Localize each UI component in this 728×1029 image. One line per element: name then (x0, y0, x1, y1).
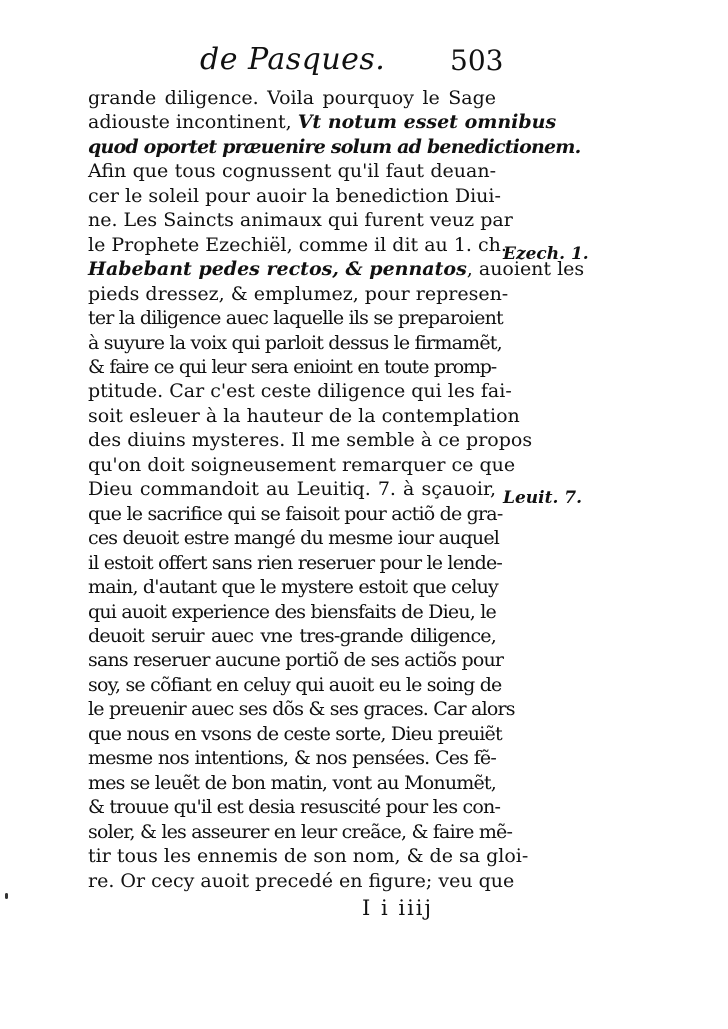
text-line: & trouue qu'il est desia resuscité pour les con- (88, 796, 501, 819)
text-line: des diuins mysteres. Il me semble à ce propos (88, 429, 533, 452)
latin-quote: Vt notum esset omnibus (297, 111, 557, 134)
signature-mark: I i iiij (362, 896, 434, 920)
text-line: le Prophete Ezechiël, comme il dit au 1. ch. (88, 233, 507, 256)
page-number: 503 (450, 44, 504, 77)
text-line: ne. Les Saincts animaux qui furent veuz par (88, 209, 513, 232)
text-line: Dieu commandoit au Leuitiq. 7. à sçauoir, (88, 478, 496, 501)
text-line: main, d'autant que le mystere estoit que celuy (88, 576, 498, 599)
text-line: & faire ce qui leur sera enioint en toute promp- (88, 355, 496, 378)
text-line-end: , auoient les (466, 258, 585, 281)
text-line: grande diligence. Voila pourquoy le Sage (88, 87, 496, 109)
ink-speck (5, 893, 8, 899)
text-line: il estoit offert sans rien reseruer pour le lende- (88, 551, 503, 574)
text-line: deuoit seruir auec vne tres-grande diligence, (88, 624, 496, 647)
text-line: pieds dressez, & emplumez, pour represen- (88, 282, 509, 305)
text-line: mesme nos intentions, & nos pensées. Ces fẽ- (88, 747, 496, 770)
text-line: qui auoit experience des biensfaits de Dieu, le (88, 600, 496, 623)
text-line: à suyure la voix qui parloit dessus le firmamẽt, (88, 331, 502, 354)
text-line: soy, se cõfiant en celuy qui auoit eu le soing de (88, 673, 502, 696)
text-line: ter la diligence auec laquelle ils se preparoient (88, 307, 503, 330)
text-line: le preuenir auec ses dõs & ses graces. Car alors (88, 698, 515, 721)
latin-quote: Habebant pedes rectos, & pennatos (88, 258, 467, 281)
margin-note-ezechiel: Ezech. 1. (503, 244, 589, 264)
text-line: soit esleuer à la hauteur de la contemplation (88, 404, 520, 427)
text-line: mes se leuẽt de bon matin, vont au Monumẽt, (88, 771, 496, 794)
text-line: re. Or cecy auoit precedé en figure; veu que (88, 869, 515, 892)
text-line (88, 257, 585, 281)
text-line: ptitude. Car c'est ceste diligence qui les fai- (88, 380, 512, 403)
text-line: soler, & les asseurer en leur creãce, & faire mẽ- (88, 820, 513, 843)
text-line: ces deuoit estre mangé du mesme iour auquel (88, 527, 500, 550)
text-line: que nous en vsons de ceste sorte, Dieu preuiẽt (88, 722, 502, 745)
text-line-start: adiouste incontinent, (88, 111, 298, 134)
margin-note-leuitique: Leuit. 7. (503, 488, 583, 508)
text-line: sans reseruer aucune portiõ de ses actiõs pour (88, 649, 504, 672)
text-line: Afin que tous cognussent qu'il faut deuan- (88, 160, 496, 183)
latin-quote-line: quod oportet præuenire solum ad benedictionem. (88, 135, 581, 158)
text-line: cer le soleil pour auoir la benediction Diui- (88, 184, 501, 207)
text-line: tir tous les ennemis de son nom, & de sa gloi- (88, 845, 529, 868)
text-line: qu'on doit soigneusement remarquer ce que (88, 453, 516, 476)
text-line: que le sacrifice qui se faisoit pour actiõ de gra- (88, 502, 503, 525)
running-title: de Pasques. (200, 42, 386, 77)
text-line (88, 110, 557, 134)
